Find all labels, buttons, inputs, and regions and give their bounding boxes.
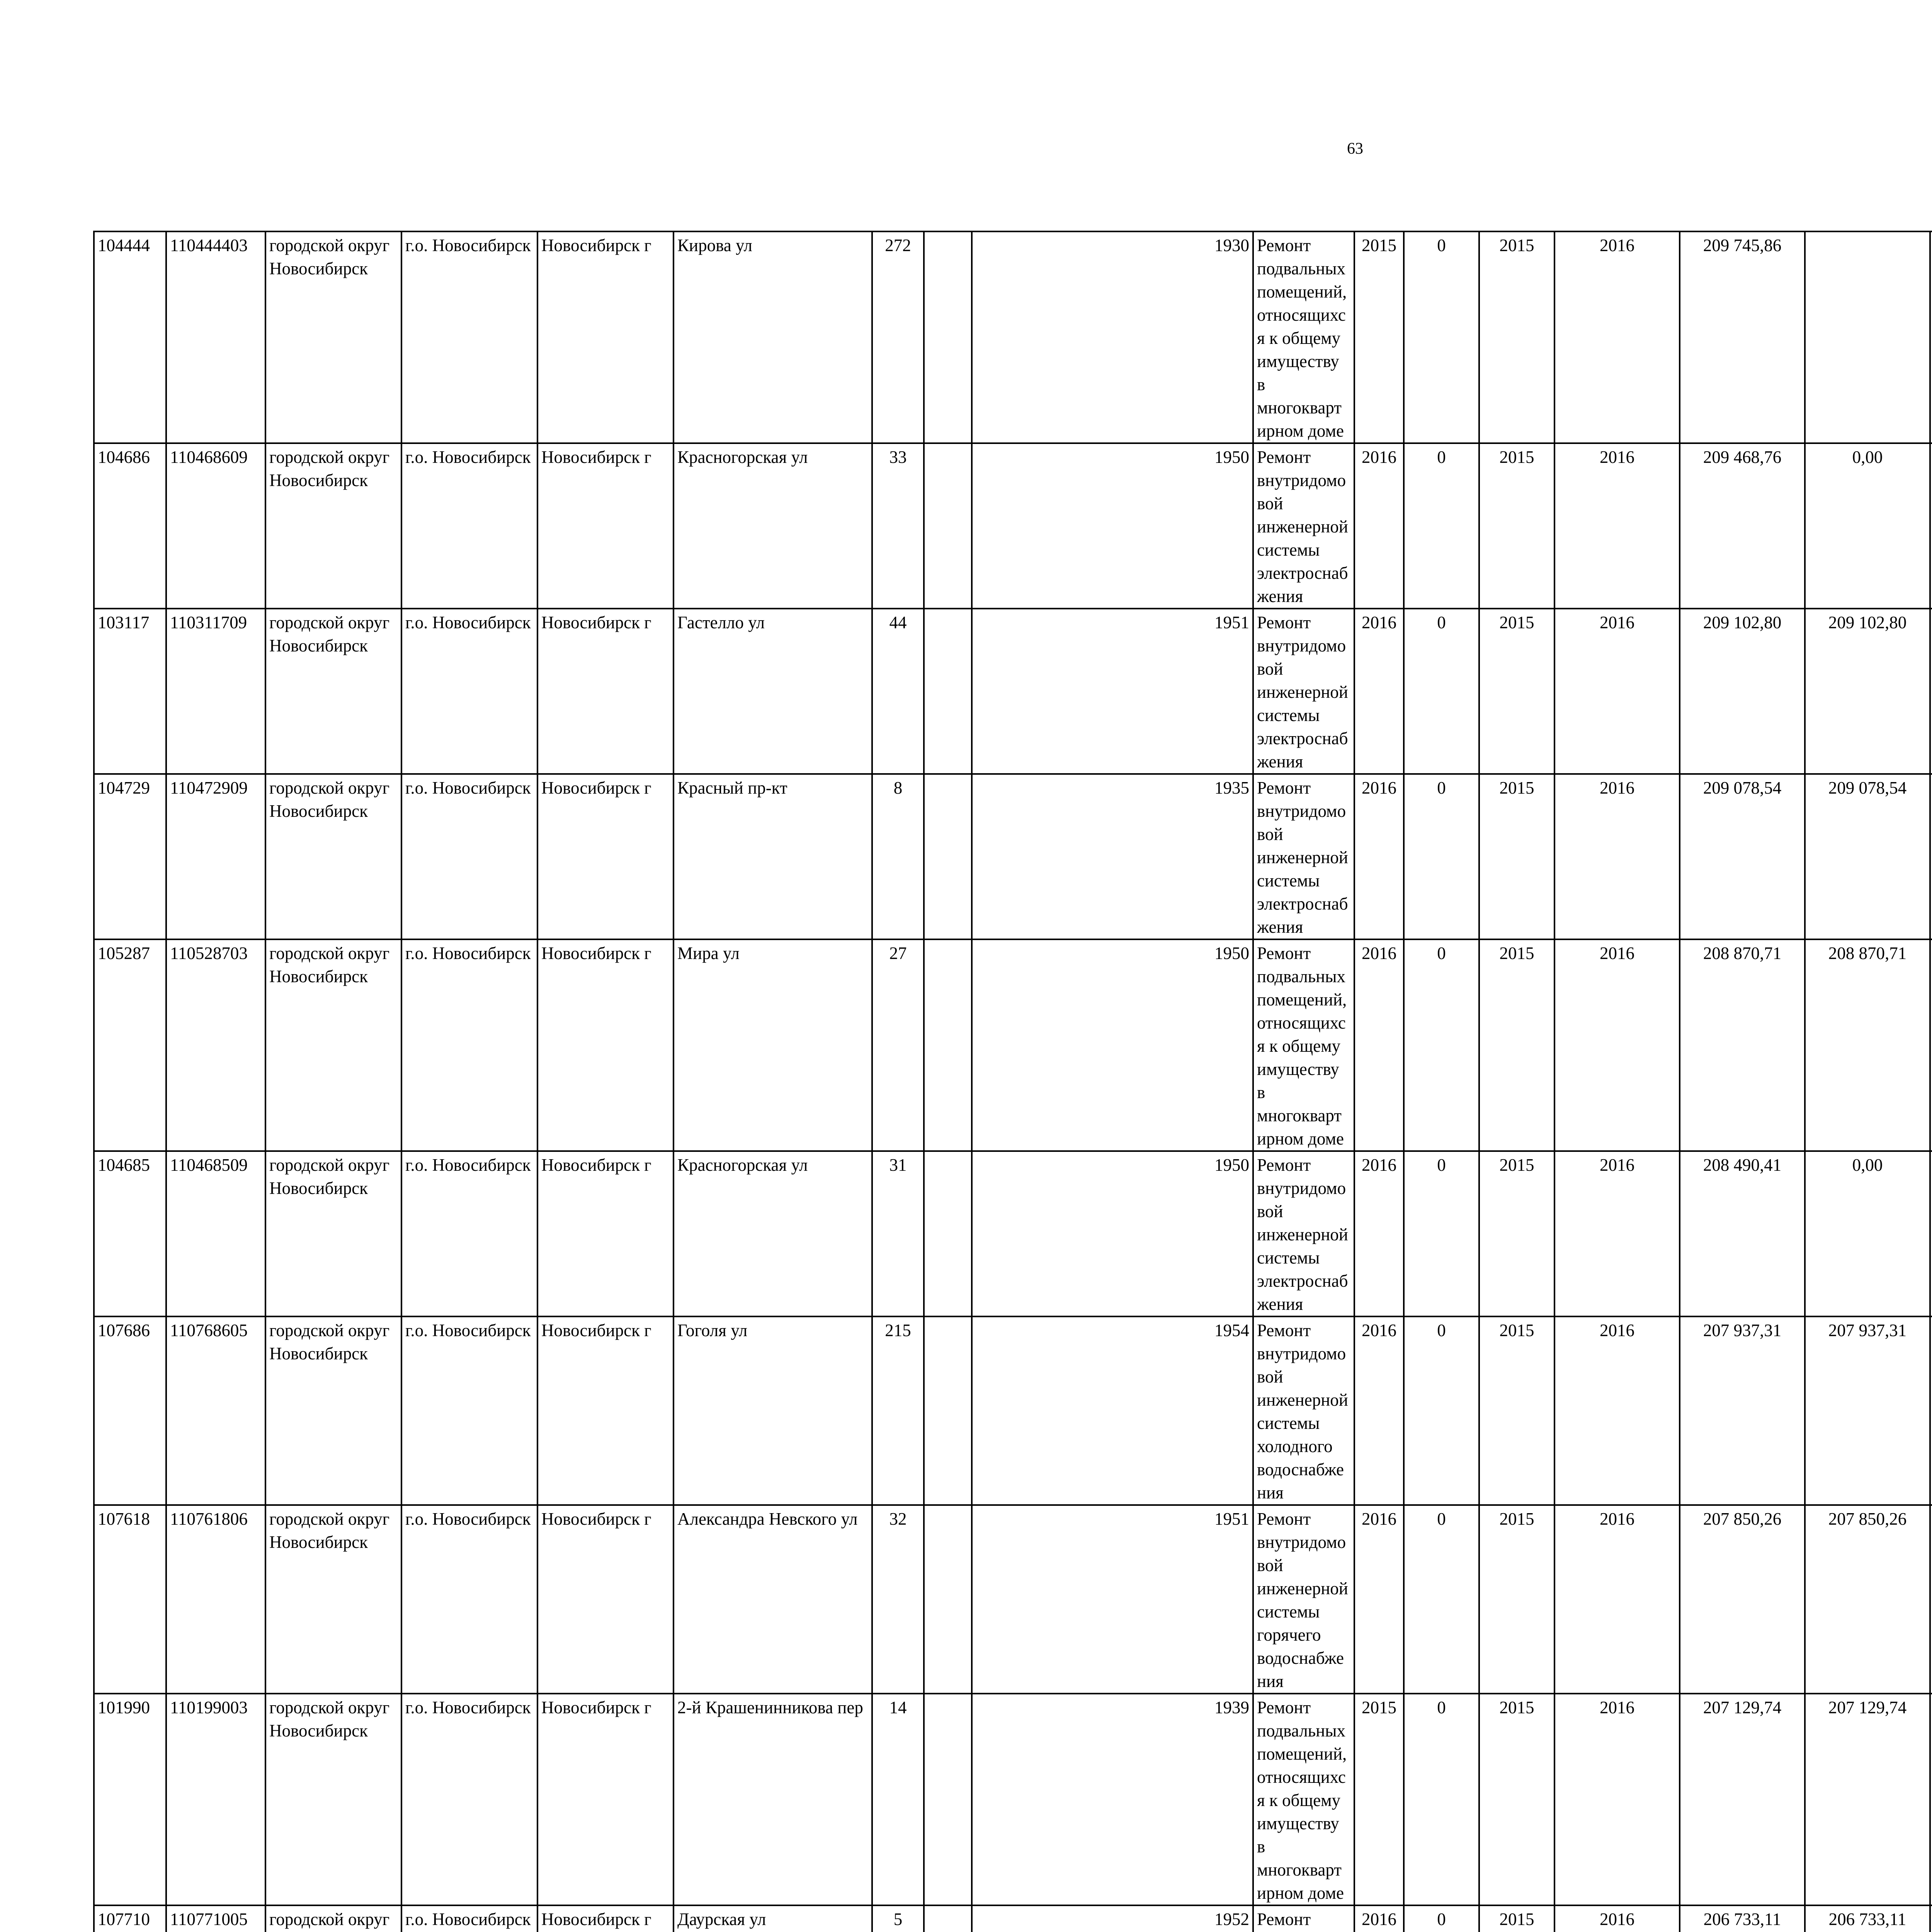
cell-municipality: г.о. Новосибирск	[401, 939, 537, 1151]
cell-total: 208 490,41	[1680, 1151, 1805, 1316]
cell-year-start: 2015	[1479, 443, 1554, 609]
cell-district: городской округ Новосибирск	[265, 443, 401, 609]
cell-flag: 0	[1404, 939, 1479, 1151]
cell-house: 32	[872, 1505, 924, 1694]
cell-total: 207 129,74	[1680, 1694, 1805, 1905]
cell-year-plan: 2016	[1354, 1505, 1404, 1694]
cell-house: 31	[872, 1151, 924, 1316]
cell-house: 33	[872, 443, 924, 609]
cell-year-start: 2015	[1479, 231, 1554, 443]
cell-locality: Новосибирск г	[537, 774, 673, 939]
cell-id: 107686	[94, 1316, 166, 1505]
cell-municipality: г.о. Новосибирск	[401, 774, 537, 939]
table-row	[94, 1151, 1932, 1316]
cell-work-type: Ремонт внутридомовой инженерной системы электроснабжения	[1253, 443, 1354, 609]
cell-fund-2	[1930, 1505, 1932, 1694]
cell-year-plan: 2016	[1354, 939, 1404, 1151]
cell-flag: 0	[1404, 1316, 1479, 1505]
cell-flag: 0	[1404, 774, 1479, 939]
cell-year-end: 2016	[1554, 1505, 1680, 1694]
cell-year-end: 2016	[1554, 774, 1680, 939]
cell-municipality: г.о. Новосибирск	[401, 1905, 537, 1932]
cell-year-built: 1939	[972, 1694, 1253, 1905]
cell-year-built: 1950	[972, 1151, 1253, 1316]
cell-fund-2	[1930, 939, 1932, 1151]
cell-fund-2	[1930, 609, 1932, 774]
cell-year-start: 2015	[1479, 939, 1554, 1151]
cell-year-built: 1951	[972, 1505, 1253, 1694]
cell-year-start: 2015	[1479, 774, 1554, 939]
cell-code: 110468609	[166, 443, 265, 609]
cell-fund-2	[1930, 1151, 1932, 1316]
cell-code: 110768605	[166, 1316, 265, 1505]
cell-work-type: Ремонт внутридомовой инженерной системы холодного водоснабжения	[1253, 1316, 1354, 1505]
cell-fund-1: 207 937,31	[1805, 1316, 1930, 1505]
cell-code: 110199003	[166, 1694, 265, 1905]
cell-year-plan: 2015	[1354, 1694, 1404, 1905]
cell-fund-1: 208 870,71	[1805, 939, 1930, 1151]
cell-year-built: 1935	[972, 774, 1253, 939]
cell-district: городской округ	[265, 1905, 401, 1932]
cell-year-built: 1951	[972, 609, 1253, 774]
cell-year-end: 2016	[1554, 231, 1680, 443]
cell-building	[924, 443, 972, 609]
cell-building	[924, 1151, 972, 1316]
cell-house: 27	[872, 939, 924, 1151]
cell-work-type: Ремонт внутридомовой инженерной системы электроснабжения	[1253, 1151, 1354, 1316]
cell-year-start: 2015	[1479, 609, 1554, 774]
cell-year-built: 1950	[972, 939, 1253, 1151]
cell-year-built: 1952	[972, 1905, 1253, 1932]
cell-id: 101990	[94, 1694, 166, 1905]
cell-year-end: 2016	[1554, 443, 1680, 609]
cell-flag: 0	[1404, 609, 1479, 774]
cell-year-end: 2016	[1554, 939, 1680, 1151]
cell-flag: 0	[1404, 443, 1479, 609]
cell-street: Красногорская ул	[673, 443, 872, 609]
cell-locality: Новосибирск г	[537, 1316, 673, 1505]
cell-code: 110311709	[166, 609, 265, 774]
table-row	[94, 1694, 1932, 1905]
cell-building	[924, 609, 972, 774]
cell-id: 104686	[94, 443, 166, 609]
table-row	[94, 609, 1932, 774]
table-row	[94, 443, 1932, 609]
cell-building	[924, 1905, 972, 1932]
cell-year-plan: 2016	[1354, 1316, 1404, 1505]
cell-year-end: 2016	[1554, 1694, 1680, 1905]
cell-district: городской округ Новосибирск	[265, 231, 401, 443]
cell-locality: Новосибирск г	[537, 939, 673, 1151]
cell-flag: 0	[1404, 1505, 1479, 1694]
cell-building	[924, 1505, 972, 1694]
cell-flag: 0	[1404, 231, 1479, 443]
cell-id: 104444	[94, 231, 166, 443]
cell-street: Даурская ул	[673, 1905, 872, 1932]
cell-year-built: 1930	[972, 231, 1253, 443]
cell-house: 215	[872, 1316, 924, 1505]
cell-year-start: 2015	[1479, 1694, 1554, 1905]
cell-total: 209 102,80	[1680, 609, 1805, 774]
cell-district: городской округ Новосибирск	[265, 609, 401, 774]
table-row	[94, 1505, 1932, 1694]
cell-code: 110761806	[166, 1505, 265, 1694]
cell-street: Красногорская ул	[673, 1151, 872, 1316]
cell-house: 8	[872, 774, 924, 939]
cell-year-start: 2015	[1479, 1151, 1554, 1316]
table-row	[94, 774, 1932, 939]
cell-year-plan: 2016	[1354, 443, 1404, 609]
cell-work-type: Ремонт подвальных помещений, относящихся к общему имуществу в многоквартирном доме	[1253, 1694, 1354, 1905]
cell-code: 110472909	[166, 774, 265, 939]
cell-year-plan: 2016	[1354, 774, 1404, 939]
cell-fund-2	[1930, 443, 1932, 609]
cell-district: городской округ Новосибирск	[265, 1694, 401, 1905]
page-number: 63	[1347, 140, 1363, 158]
cell-work-type: Ремонт внутридомовой инженерной системы электроснабжения	[1253, 609, 1354, 774]
cell-id: 105287	[94, 939, 166, 1151]
cell-district: городской округ Новосибирск	[265, 1316, 401, 1505]
cell-fund-2	[1930, 1905, 1932, 1932]
cell-street: Мира ул	[673, 939, 872, 1151]
cell-year-plan: 2015	[1354, 231, 1404, 443]
cell-fund-1: 209 078,54	[1805, 774, 1930, 939]
cell-house: 44	[872, 609, 924, 774]
table-row	[94, 1905, 1932, 1932]
cell-year-start: 2015	[1479, 1316, 1554, 1505]
cell-fund-1	[1805, 231, 1930, 443]
cell-fund-1: 206 733,11	[1805, 1905, 1930, 1932]
table-row	[94, 231, 1932, 443]
cell-street: Гоголя ул	[673, 1316, 872, 1505]
cell-fund-2	[1930, 1694, 1932, 1905]
cell-year-end: 2016	[1554, 1905, 1680, 1932]
cell-work-type: Ремонт	[1253, 1905, 1354, 1932]
cell-year-start: 2015	[1479, 1905, 1554, 1932]
cell-municipality: г.о. Новосибирск	[401, 443, 537, 609]
cell-municipality: г.о. Новосибирск	[401, 1694, 537, 1905]
cell-total: 207 850,26	[1680, 1505, 1805, 1694]
cell-building	[924, 939, 972, 1151]
cell-house: 14	[872, 1694, 924, 1905]
cell-fund-1: 209 102,80	[1805, 609, 1930, 774]
cell-total: 206 733,11	[1680, 1905, 1805, 1932]
table-row	[94, 939, 1932, 1151]
cell-flag: 0	[1404, 1905, 1479, 1932]
cell-id: 107618	[94, 1505, 166, 1694]
cell-fund-1: 0,00	[1805, 1151, 1930, 1316]
cell-building	[924, 1694, 972, 1905]
cell-street: Александра Невского ул	[673, 1505, 872, 1694]
cell-street: 2-й Крашенинникова пер	[673, 1694, 872, 1905]
cell-fund-2	[1930, 1316, 1932, 1505]
cell-fund-2	[1930, 774, 1932, 939]
cell-year-start: 2015	[1479, 1505, 1554, 1694]
cell-locality: Новосибирск г	[537, 1505, 673, 1694]
cell-district: городской округ Новосибирск	[265, 1505, 401, 1694]
cell-year-end: 2016	[1554, 609, 1680, 774]
cell-year-built: 1954	[972, 1316, 1253, 1505]
cell-street: Кирова ул	[673, 231, 872, 443]
cell-code: 110468509	[166, 1151, 265, 1316]
cell-year-built: 1950	[972, 443, 1253, 609]
cell-fund-1: 0,00	[1805, 443, 1930, 609]
cell-id: 104729	[94, 774, 166, 939]
cell-locality: Новосибирск г	[537, 443, 673, 609]
cell-street: Красный пр-кт	[673, 774, 872, 939]
cell-flag: 0	[1404, 1694, 1479, 1905]
table-row	[94, 1316, 1932, 1505]
cell-fund-2	[1930, 231, 1932, 443]
cell-district: городской округ Новосибирск	[265, 939, 401, 1151]
capital-repair-table	[93, 231, 1932, 1932]
cell-work-type: Ремонт внутридомовой инженерной системы электроснабжения	[1253, 774, 1354, 939]
cell-municipality: г.о. Новосибирск	[401, 231, 537, 443]
cell-building	[924, 231, 972, 443]
cell-code: 110444403	[166, 231, 265, 443]
cell-district: городской округ Новосибирск	[265, 774, 401, 939]
cell-flag: 0	[1404, 1151, 1479, 1316]
cell-code: 110771005	[166, 1905, 265, 1932]
cell-locality: Новосибирск г	[537, 1694, 673, 1905]
cell-total: 209 078,54	[1680, 774, 1805, 939]
cell-street: Гастелло ул	[673, 609, 872, 774]
cell-id: 104685	[94, 1151, 166, 1316]
cell-total: 208 870,71	[1680, 939, 1805, 1151]
cell-locality: Новосибирск г	[537, 231, 673, 443]
cell-year-plan: 2016	[1354, 609, 1404, 774]
cell-municipality: г.о. Новосибирск	[401, 609, 537, 774]
cell-fund-1: 207 129,74	[1805, 1694, 1930, 1905]
cell-district: городской округ Новосибирск	[265, 1151, 401, 1316]
cell-work-type: Ремонт внутридомовой инженерной системы горячего водоснабжения	[1253, 1505, 1354, 1694]
cell-total: 209 745,86	[1680, 231, 1805, 443]
cell-locality: Новосибирск г	[537, 1151, 673, 1316]
cell-municipality: г.о. Новосибирск	[401, 1505, 537, 1694]
cell-locality: Новосибирск г	[537, 609, 673, 774]
cell-year-end: 2016	[1554, 1151, 1680, 1316]
cell-house: 5	[872, 1905, 924, 1932]
cell-locality: Новосибирск г	[537, 1905, 673, 1932]
cell-work-type: Ремонт подвальных помещений, относящихся к общему имуществу в многоквартирном доме	[1253, 939, 1354, 1151]
cell-municipality: г.о. Новосибирск	[401, 1151, 537, 1316]
cell-id: 103117	[94, 609, 166, 774]
cell-building	[924, 1316, 972, 1505]
cell-building	[924, 774, 972, 939]
cell-id: 107710	[94, 1905, 166, 1932]
cell-house: 272	[872, 231, 924, 443]
cell-code: 110528703	[166, 939, 265, 1151]
cell-work-type: Ремонт подвальных помещений, относящихся к общему имуществу в многоквартирном доме	[1253, 231, 1354, 443]
cell-year-plan: 2016	[1354, 1905, 1404, 1932]
table-body	[94, 231, 1932, 1932]
cell-year-plan: 2016	[1354, 1151, 1404, 1316]
cell-total: 207 937,31	[1680, 1316, 1805, 1505]
cell-municipality: г.о. Новосибирск	[401, 1316, 537, 1505]
cell-fund-1: 207 850,26	[1805, 1505, 1930, 1694]
cell-total: 209 468,76	[1680, 443, 1805, 609]
cell-year-end: 2016	[1554, 1316, 1680, 1505]
